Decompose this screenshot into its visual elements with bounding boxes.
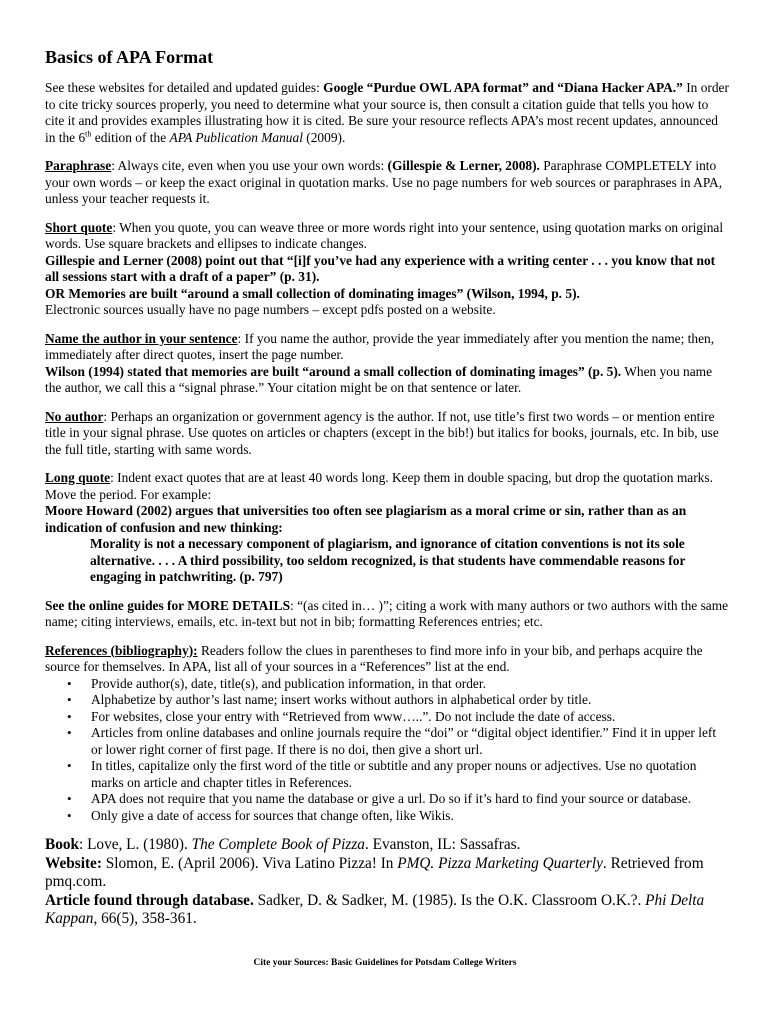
short-quote-section — [45, 220, 730, 319]
list-item: • Only give a date of access for sources that change often, like Wikis. — [89, 808, 730, 825]
intro-text-4: (2009). — [302, 129, 346, 145]
page-footer: Cite your Sources: Basic Guidelines for Potsdam College Writers — [253, 958, 517, 968]
article-example — [45, 892, 730, 929]
no-author-section — [45, 409, 730, 459]
online-guides-text: : “(as cited in… )”; citing a work with many authors or two authors with the same name; citing interviews, emails, etc. in-text but not in bib; formatting References entries; etc. — [45, 597, 729, 629]
list-item: • APA does not require that you name the database or give a url. Do so if it’s hard to find your source or database. — [89, 791, 730, 808]
references-section — [45, 643, 730, 825]
short-quote-heading: Short quote — [45, 219, 113, 235]
short-quote-example-2: OR Memories are built “around a small collection of dominating images” (Wilson, 1994, p. 5). — [45, 285, 580, 301]
long-quote-section — [45, 470, 730, 586]
list-item: • Articles from online databases and online journals require the “doi” or “digital object identifier.” Find it in upper left or lower right corner of first page. If there is no doi, then give a short url. — [89, 725, 730, 758]
long-quote-heading: Long quote — [45, 470, 111, 485]
no-author-text: : Perhaps an organization or government agency is the author. If not, use title’s first two words – or mention entire title in your signal phrase. Use quotes on articles or chapters (except in the bib!) but italics for books, journals, etc. In bib, use the full title, starting with same words. — [45, 408, 719, 457]
article-text: Sadker, D. & Sadker, M. (1985). Is the O.K. Classroom O.K.?. — [253, 891, 646, 909]
website-label: Website: — [45, 854, 102, 872]
name-author-heading: Name the author in your sentence — [45, 330, 238, 346]
website-text-2: . Retrieved from pmq.com. — [45, 854, 704, 890]
paraphrase-citation: (Gillespie & Lerner, 2008). — [387, 158, 540, 173]
website-title: PMQ. Pizza Marketing Quarterly — [397, 854, 603, 872]
book-example — [45, 836, 730, 855]
intro-text-3: edition of the — [91, 129, 170, 145]
long-quote-example: Moore Howard (2002) argues that universities too often see plagiarism as a moral crime or sin, rather than as an indication of confusion and new thinking: — [45, 503, 687, 535]
list-item: • Alphabetize by author’s last name; insert works without authors in alphabetical order by title. — [89, 692, 730, 709]
book-text-2: . Evanston, IL: Sassafras. — [364, 836, 521, 853]
name-author-text-2: When you name the author, we call this a “signal phrase.” Your citation might be on that sentence or later. — [45, 363, 713, 395]
website-text: Slomon, E. (April 2006). Viva Latino Pizza! In — [101, 854, 398, 872]
no-author-heading: No author — [45, 408, 104, 424]
list-item: • Provide author(s), date, title(s), and publication information, in that order. — [89, 676, 730, 693]
page-title: Basics of APA Format — [45, 47, 214, 67]
intro-text-2: In order to cite tricky sources properly, you need to determine what your source is, then consult a citation guide that tells you how to cite it and provides examples illustrating how it is cited. Be sure your resource reflects APA’s most recent updates, announced in the 6 — [45, 80, 729, 145]
intro-paragraph — [45, 80, 730, 146]
intro-text: See these websites for detailed and updated guides: — [45, 80, 324, 95]
article-label: Article found through database. — [45, 891, 254, 909]
document-page — [45, 46, 730, 929]
paraphrase-heading: Paraphrase — [45, 158, 112, 173]
references-heading: References (bibliography): — [45, 642, 198, 658]
short-quote-note: Electronic sources usually have no page numbers – except pdfs posted on a website. — [45, 302, 496, 317]
references-bullet-list — [45, 676, 730, 825]
online-guides-heading: See the online guides for MORE DETAILS — [45, 597, 291, 613]
name-author-section — [45, 331, 730, 397]
intro-guides: Google “Purdue OWL APA format” and “Diana Hacker APA.” — [323, 80, 683, 95]
references-text: Readers follow the clues in parentheses to find more info in your bib, and perhaps acquire the source for themselves. In APA, list all of your sources in a “References” list at the end. — [45, 642, 703, 674]
paraphrase-section — [45, 158, 730, 208]
intro-sup: th — [85, 129, 92, 139]
short-quote-example-1: Gillespie and Lerner (2008) point out that “[i]f you’ve had any experience with a writing center . . . you know that not all sessions start with a draft of a paper” (p. 31). — [45, 252, 716, 284]
article-journal: Phi Delta Kappan — [45, 891, 705, 927]
paraphrase-text: : Always cite, even when you use your own words: — [111, 158, 388, 173]
website-example — [45, 855, 730, 892]
name-author-text: : If you name the author, provide the year immediately after you mention the name; then, immediately after direct quotes, insert the page number. — [45, 330, 715, 362]
long-quote-text: : Indent exact quotes that are at least 40 words long. Keep them in double spacing, but drop the quotation marks. Move the period. For example: — [45, 470, 713, 502]
intro-manual: APA Publication Manual — [169, 129, 303, 145]
short-quote-text: : When you quote, you can weave three or more words right into your sentence, using quotation marks on original words. Use square brackets and ellipses to indicate changes. — [45, 219, 724, 251]
book-title: The Complete Book of Pizza — [191, 836, 365, 853]
online-guides-section — [45, 598, 730, 631]
article-text-2: , 66(5), 358-361. — [93, 910, 197, 927]
block-quote: Morality is not a necessary component of plagiarism, and ignorance of citation conventions is not its sole alternative. . . . A third possibility, too seldom recognized, is that students have commendable reasons for engaging in patchwriting. (p. 797) — [90, 536, 686, 584]
list-item: • For websites, close your entry with “Retrieved from www…..”. Do not include the date of access. — [89, 709, 730, 726]
name-author-example: Wilson (1994) stated that memories are built “around a small collection of dominating images” (p. 5). — [45, 363, 622, 379]
book-text: : Love, L. (1980). — [79, 836, 192, 853]
book-label: Book — [45, 836, 80, 853]
paraphrase-text-2: Paraphrase COMPLETELY into your own words – or keep the exact original in quotation marks. Use no page numbers for web sources or paraphrases in APA, unless your teacher requests it. — [45, 158, 723, 206]
citation-examples — [45, 836, 730, 929]
list-item: • In titles, capitalize only the first word of the title or subtitle and any proper nouns or adjectives. Use no quotation marks on article and chapter titles in References. — [89, 758, 730, 791]
